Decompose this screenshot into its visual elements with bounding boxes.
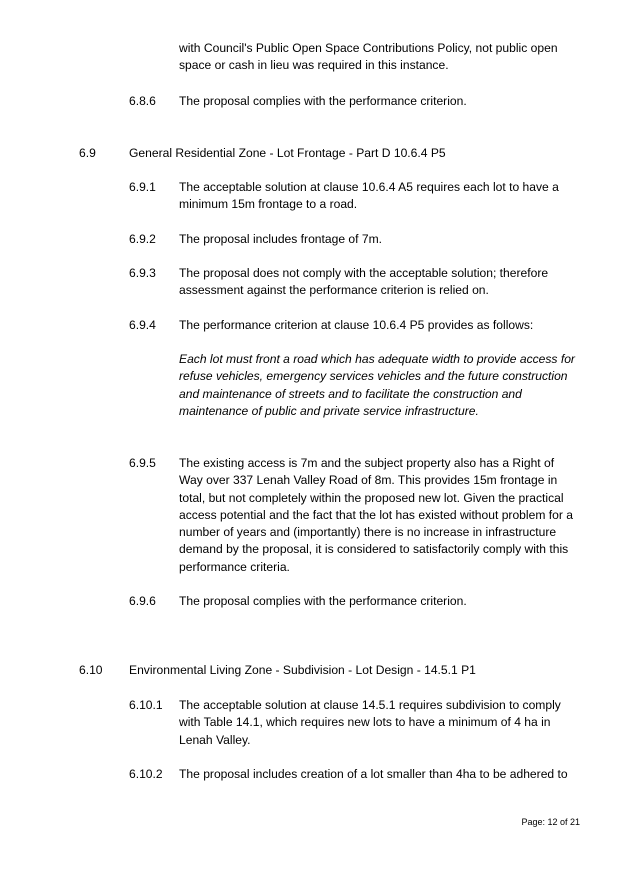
clause-number-6-8-6: 6.8.6 (129, 94, 156, 108)
clause-text-6-10-2: The proposal includes creation of a lot smaller than 4ha to be adhered to (179, 767, 568, 781)
section-number-6-10: 6.10 (79, 663, 103, 677)
page-number-footer: Page: 12 of 21 (521, 817, 580, 827)
clause-text-6-9-5: The existing access is 7m and the subject property also has a Right of Way over 337 Lenah Valley Road of 8m. This provides 15m frontage in total, but not completely within the proposed new lot. Given the practical access potential and the fact that the lot has existed without problem for a number of years and (importantly) there is no increase in infrastructure demand by the proposal, it is considered to satisfactorily comply with this performance criteria. (179, 456, 573, 574)
clause-number-6-9-1: 6.9.1 (129, 180, 156, 194)
section-title-6-10: Environmental Living Zone - Subdivision - Lot Design - 14.5.1 P1 (129, 663, 476, 677)
clause-text-6-9-4: The performance criterion at clause 10.6.4 P5 provides as follows: (179, 318, 534, 332)
clause-number-6-10-1: 6.10.1 (129, 698, 163, 712)
clause-text-6-9-1: The acceptable solution at clause 10.6.4 A5 requires each lot to have a minimum 15m frontage to a road. (179, 180, 559, 212)
clause-number-6-9-5: 6.9.5 (129, 456, 156, 470)
performance-criterion-quote: Each lot must front a road which has adequate width to provide access for refuse vehicles, emergency services vehicles and the future construction and maintenance of streets and to facilitate the construction and maintenance of public and private service infrastructure. (179, 352, 575, 418)
clause-text-6-9-6: The proposal complies with the performance criterion. (179, 594, 467, 608)
continuation-paragraph: with Council's Public Open Space Contributions Policy, not public open space or cash in lieu was required in this instance. (179, 41, 558, 73)
clause-number-6-9-3: 6.9.3 (129, 266, 156, 280)
clause-text-6-10-1: The acceptable solution at clause 14.5.1 requires subdivision to comply with Table 14.1, which requires new lots to have a minimum of 4 ha in Lenah Valley. (179, 698, 561, 747)
clause-number-6-9-2: 6.9.2 (129, 232, 156, 246)
clause-number-6-10-2: 6.10.2 (129, 767, 163, 781)
clause-text-6-9-3: The proposal does not comply with the acceptable solution; therefore assessment against the performance criterion is relied on. (179, 266, 549, 298)
section-number-6-9: 6.9 (79, 146, 96, 160)
section-title-6-9: General Residential Zone - Lot Frontage - Part D 10.6.4 P5 (129, 146, 446, 160)
clause-number-6-9-4: 6.9.4 (129, 318, 156, 332)
clause-text-6-9-2: The proposal includes frontage of 7m. (179, 232, 383, 246)
clause-number-6-9-6: 6.9.6 (129, 594, 156, 608)
clause-text-6-8-6: The proposal complies with the performance criterion. (179, 94, 467, 108)
